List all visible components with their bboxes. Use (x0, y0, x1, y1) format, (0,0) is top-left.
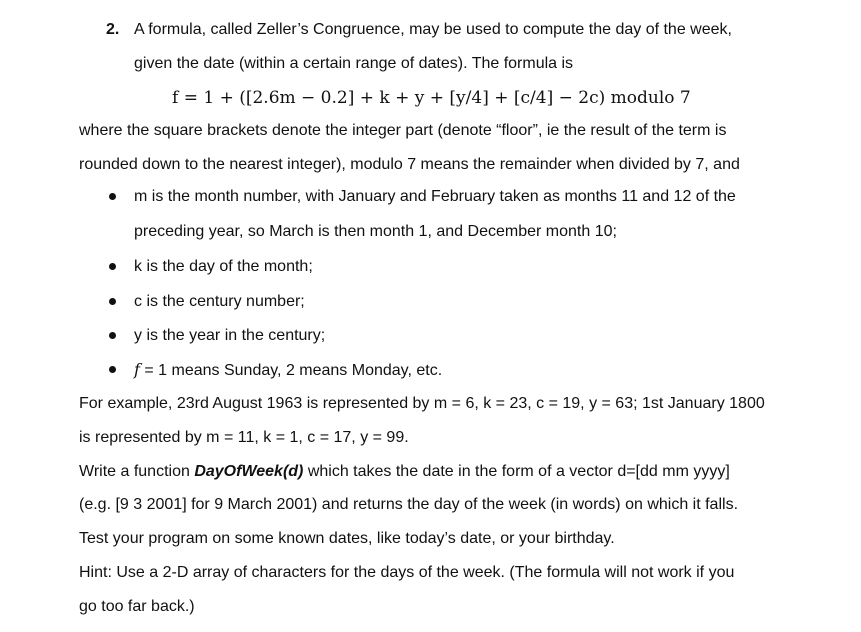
bullet-y: y is the year in the century; (134, 327, 326, 344)
bullet-k: k is the day of the month; (134, 258, 313, 275)
question-number: 2. (106, 21, 120, 38)
task-suffix: which takes the date in the form of a vector d=[dd mm yyyy] (303, 463, 730, 480)
test-line: Test your program on some known dates, like today’s date, or your birthday. (79, 530, 615, 547)
bullet-dot (109, 193, 116, 200)
bullet-m-line-2: preceding year, so March is then month 1, and December month 10; (134, 223, 617, 240)
task-prefix: Write a function (79, 463, 195, 480)
bullet-m-line-1: m is the month number, with January and February taken as months 11 and 12 of the (134, 188, 736, 205)
task-line-1 (79, 462, 730, 482)
bullet-dot (109, 298, 116, 305)
where-line-1: where the square brackets denote the integer part (denote “floor”, ie the result of the term is (79, 122, 727, 139)
function-name: DayOfWeek(d) (194, 463, 304, 480)
bullet-f (134, 360, 442, 381)
intro-line-1: A formula, called Zeller’s Congruence, may be used to compute the day of the week, (134, 21, 732, 38)
bullet-dot (109, 332, 116, 339)
task-line-2: (e.g. [9 3 2001] for 9 March 2001) and returns the day of the week (in words) on which it falls. (79, 496, 739, 513)
example-line-1: For example, 23rd August 1963 is represented by m = 6, k = 23, c = 19, y = 63; 1st January 1800 (79, 395, 765, 412)
hint-line-2: go too far back.) (79, 598, 195, 615)
zeller-formula: f = 1 + ([2.6m − 0.2] + k + y + [y/4] + [c/4] − 2c) modulo 7 (172, 88, 691, 108)
bullet-f-variable: f (134, 360, 140, 379)
example-line-2: is represented by m = 11, k = 1, c = 17, y = 99. (79, 429, 409, 446)
bullet-c: c is the century number; (134, 293, 305, 310)
bullet-dot (109, 366, 116, 373)
bullet-f-text: = 1 means Sunday, 2 means Monday, etc. (139, 362, 443, 379)
intro-line-2: given the date (within a certain range of dates). The formula is (134, 55, 574, 72)
bullet-dot (109, 263, 116, 270)
hint-line-1: Hint: Use a 2-D array of characters for the days of the week. (The formula will not work if you (79, 564, 735, 581)
where-line-2: rounded down to the nearest integer), modulo 7 means the remainder when divided by 7, and (79, 156, 740, 173)
